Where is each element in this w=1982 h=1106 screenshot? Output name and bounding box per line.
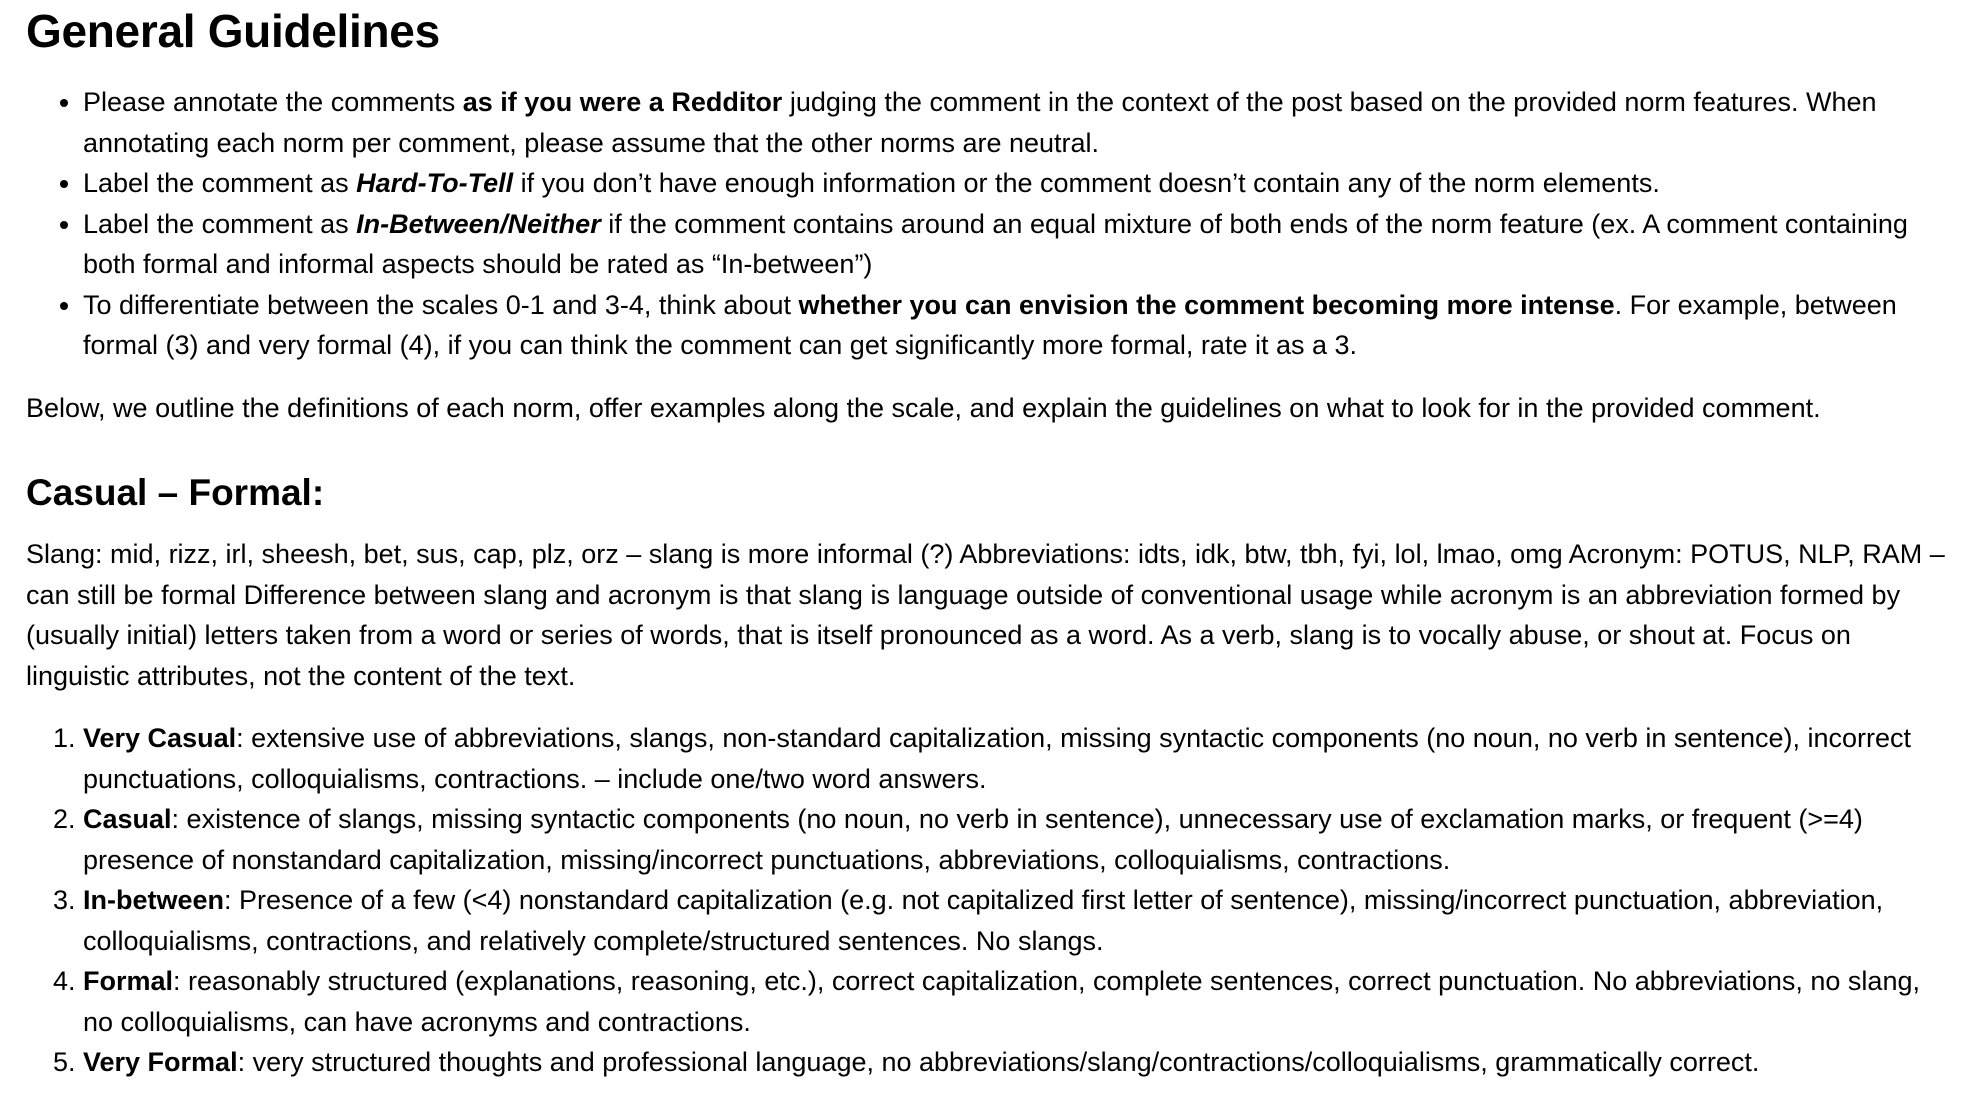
- level-item: [83, 961, 1956, 1042]
- level-term: Very Casual: [83, 723, 237, 753]
- level-definition: : existence of slangs, missing syntactic components (no noun, no verb in sentence), unnecessary use of exclamation marks, or frequent (>=4) presence of nonstandard capitalization, missing/incorrect punctuations, abbreviations, colloquialisms, contractions.: [83, 804, 1863, 875]
- level-item: [83, 718, 1956, 799]
- level-item: [83, 799, 1956, 880]
- level-item: [83, 880, 1956, 961]
- level-term: Formal: [83, 966, 174, 996]
- level-term: In-between: [83, 885, 225, 915]
- level-term: Very Formal: [83, 1047, 238, 1077]
- guideline-item: [83, 285, 1956, 366]
- guideline-text: judging the comment in the context of the post based on the provided norm features. When annotating each norm per comment, please assume that the other norms are neutral.: [83, 87, 1877, 158]
- guideline-item: [83, 163, 1956, 204]
- guideline-text: To differentiate between the scales 0-1 and 3-4, think about: [83, 289, 799, 320]
- guideline-text: if the comment contains around an equal mixture of both ends of the norm feature (ex. A comment containing both formal and informal aspects should be rated as “In-between”): [83, 208, 1908, 279]
- guideline-item: [83, 204, 1956, 285]
- guideline-text: Please annotate the comments: [83, 87, 463, 117]
- guideline-item: [83, 82, 1956, 163]
- level-definition: : very structured thoughts and professional language, no abbreviations/slang/contractions/colloquialisms, grammatically correct.: [237, 1047, 1760, 1077]
- guideline-emphasis: Hard-To-Tell: [356, 168, 514, 198]
- guidelines-list: [26, 82, 1956, 366]
- section-description: Slang: mid, rizz, irl, sheesh, bet, sus, cap, plz, orz – slang is more informal (?) Abbreviations: idts, idk, btw, tbh, fyi, lol, lmao, omg Acronym: POTUS, NLP, RAM – can still be formal Difference between slang and acronym is that slang is language outside of conventional usage while acronym is an abbreviation formed by (usually initial) letters taken from a word or series of words, that is itself pronounced as a word. As a verb, slang is to vocally abuse, or shout at. Focus on linguistic attributes, not the content of the text.: [26, 539, 1945, 691]
- guideline-text: . For example, between formal (3) and very formal (4), if you can think the comment can get significantly more formal, rate it as a 3.: [83, 289, 1897, 360]
- guideline-emphasis: as if you were a Redditor: [462, 87, 783, 117]
- level-definition: : extensive use of abbreviations, slangs, non-standard capitalization, missing syntactic components (no noun, no verb in sentence), incorrect punctuations, colloquialisms, contractions. – include one/two word answers.: [83, 723, 1912, 794]
- intro-paragraph: Below, we outline the definitions of each norm, offer examples along the scale, and explain the guidelines on what to look for in the provided comment.: [26, 392, 1821, 423]
- page-title: General Guidelines: [26, 5, 440, 57]
- guideline-emphasis: whether you can envision the comment becoming more intense: [798, 289, 1615, 320]
- guideline-emphasis: In-Between/Neither: [356, 208, 601, 239]
- section-heading: Casual – Formal:: [26, 472, 325, 513]
- guideline-text: Label the comment as: [83, 208, 357, 239]
- guideline-text: if you don’t have enough information or the comment doesn’t contain any of the norm elements.: [513, 168, 1660, 198]
- scale-levels-list: [26, 718, 1956, 1083]
- level-term: Casual: [83, 804, 172, 834]
- level-definition: : Presence of a few (<4) nonstandard capitalization (e.g. not capitalized first letter of sentence), missing/incorrect punctuation, abbreviation, colloquialisms, contractions, and relatively complete/structured sentences. No slangs.: [83, 885, 1884, 956]
- guideline-text: Label the comment as: [83, 168, 357, 198]
- level-definition: : reasonably structured (explanations, reasoning, etc.), correct capitalization, complete sentences, correct punctuation. No abbreviations, no slang, no colloquialisms, can have acronyms and contractions.: [83, 966, 1920, 1037]
- level-item: [83, 1042, 1956, 1083]
